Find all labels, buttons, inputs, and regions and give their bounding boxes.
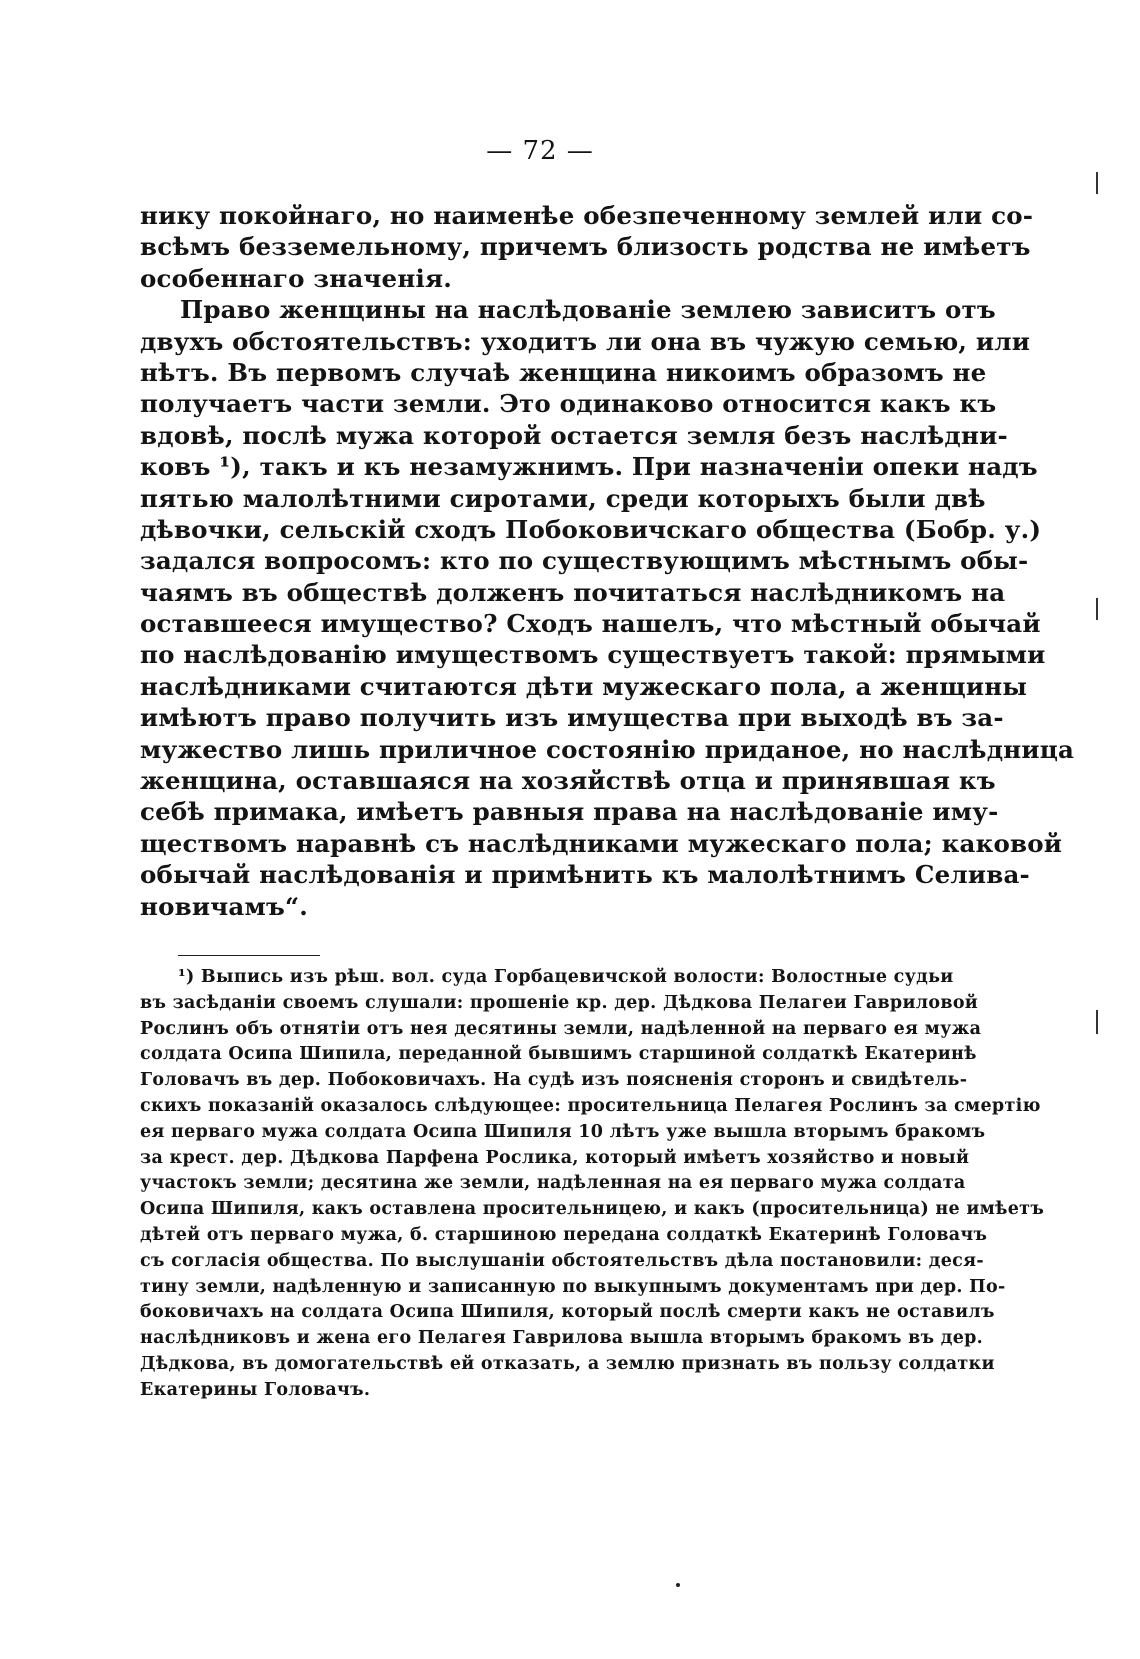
footnote-line: Осипа Шипиля, какъ оставлена просительницею, и какъ (просительница) не имѣетъ bbox=[140, 1199, 1045, 1220]
text-line: двухъ обстоятельствъ: уходитъ ли она въ чужую семью, или bbox=[140, 326, 1031, 356]
footnote-line: участокъ земли; десятина же земли, надѣленная на ея перваго мужа солдата bbox=[140, 1173, 966, 1194]
main-text-body bbox=[140, 200, 1075, 922]
text-line: имѣютъ право получить изъ имущества при выходѣ въ за- bbox=[140, 703, 1004, 733]
text-line: новичамъ“. bbox=[140, 891, 308, 921]
text-line: чаямъ въ обществѣ долженъ почитаться наслѣдникомъ на bbox=[140, 577, 1006, 607]
text-line: особеннаго значенія. bbox=[140, 263, 452, 293]
scan-speck bbox=[676, 1583, 680, 1587]
footnote-line: боковичахъ на солдата Осипа Шипиля, который послѣ смерти какъ не оставилъ bbox=[140, 1302, 995, 1323]
footnote-line: тину земли, надѣленную и записанную по выкупнымъ документамъ при дер. По- bbox=[140, 1276, 1006, 1297]
text-line: женщина, оставшаяся на хозяйствѣ отца и принявшая къ bbox=[140, 766, 996, 796]
text-line: вдовѣ, послѣ мужа которой остается земля безъ наслѣдни- bbox=[140, 420, 1008, 450]
footnote-line: съ согласія общества. По выслушаніи обстоятельствъ дѣла постановили: деся- bbox=[140, 1250, 984, 1271]
footnote-line: ея перваго мужа солдата Осипа Шипиля 10 лѣтъ уже вышла вторымъ бракомъ bbox=[140, 1121, 986, 1142]
footnote-divider bbox=[178, 955, 320, 956]
text-line: нику покойнаго, но наименѣе обезпеченному землей или со- bbox=[140, 201, 1034, 230]
scan-edge-mark bbox=[1096, 598, 1098, 620]
footnote-line: наслѣдниковъ и жена его Пелагея Гаврилова вышла вторымъ бракомъ въ дер. bbox=[140, 1328, 984, 1349]
text-line: пятью малолѣтними сиротами, среди которыхъ были двѣ bbox=[140, 483, 986, 513]
footnote-line: ¹) Выпись изъ рѣш. вол. суда Горбацевичской волости: Волостные судьи bbox=[178, 967, 954, 987]
text-line: нѣтъ. Въ первомъ случаѣ женщина никоимъ образомъ не bbox=[140, 357, 987, 387]
text-line: обычай наслѣдованія и примѣнить къ малолѣтнимъ Селива- bbox=[140, 860, 1030, 890]
page-number: — 72 — bbox=[486, 136, 594, 166]
text-line: мужество лишь приличное состоянію приданое, но наслѣдница bbox=[140, 734, 1075, 764]
footnote-line: Головачъ въ дер. Побоковичахъ. На судѣ изъ поясненія сторонъ и свидѣтель- bbox=[140, 1070, 968, 1091]
text-line: ществомъ наравнѣ съ наслѣдниками мужескаго пола; каковой bbox=[140, 828, 1063, 858]
scan-edge-mark bbox=[1096, 1010, 1098, 1034]
scan-edge-mark bbox=[1096, 172, 1098, 194]
text-line: получаетъ части земли. Это одинаково относится какъ къ bbox=[140, 389, 997, 419]
text-line: дѣвочки, сельскій сходъ Побоковичскаго общества (Бобр. у.) bbox=[140, 514, 1042, 544]
text-line: задался вопросомъ: кто по существующимъ мѣстнымъ обы- bbox=[140, 546, 1029, 576]
footnote-line: Рослинъ объ отнятіи отъ нея десятины земли, надѣленной на перваго ея мужа bbox=[140, 1018, 982, 1039]
text-line: по наслѣдованію имуществомъ существуетъ такой: прямыми bbox=[140, 640, 1046, 670]
text-line: оставшееся имущество? Сходъ нашелъ, что мѣстный обычай bbox=[140, 609, 1041, 639]
text-line: наслѣдниками считаются дѣти мужескаго пола, а женщины bbox=[140, 671, 1028, 701]
text-line: ковъ ¹), такъ и къ незамужнимъ. При назначеніи опеки надъ bbox=[140, 452, 1038, 482]
footnote-line: за крест. дер. Дѣдкова Парфена Рослика, который имѣетъ хозяйство и новый bbox=[140, 1147, 970, 1168]
footnote-line: скихъ показаній оказалось слѣдующее: просительница Пелагея Рослинъ за смертію bbox=[140, 1095, 1041, 1116]
footnote-line: Дѣдкова, въ домогательствѣ ей отказать, а землю признать въ пользу солдатки bbox=[140, 1353, 995, 1374]
text-line: Право женщины на наслѣдованіе землею зависитъ отъ bbox=[180, 295, 996, 325]
text-line: всѣмъ безземельному, причемъ близость родства не имѣетъ bbox=[140, 232, 1031, 262]
text-line: себѣ примака, имѣетъ равныя права на наслѣдованіе иму- bbox=[140, 797, 999, 827]
footnote-line: дѣтей отъ перваго мужа, б. старшиною передана солдаткѣ Екатеринѣ Головачъ bbox=[140, 1224, 988, 1245]
footnote-line: солдата Осипа Шипила, переданной бывшимъ старшиной солдаткѣ Екатеринѣ bbox=[140, 1044, 977, 1065]
footnote-line: Екатерины Головачъ. bbox=[140, 1379, 371, 1400]
footnote-line: въ засѣданіи своемъ слушали: прошеніе кр. дер. Дѣдкова Пелагеи Гавриловой bbox=[140, 992, 979, 1013]
footnote-block bbox=[140, 965, 1045, 1404]
